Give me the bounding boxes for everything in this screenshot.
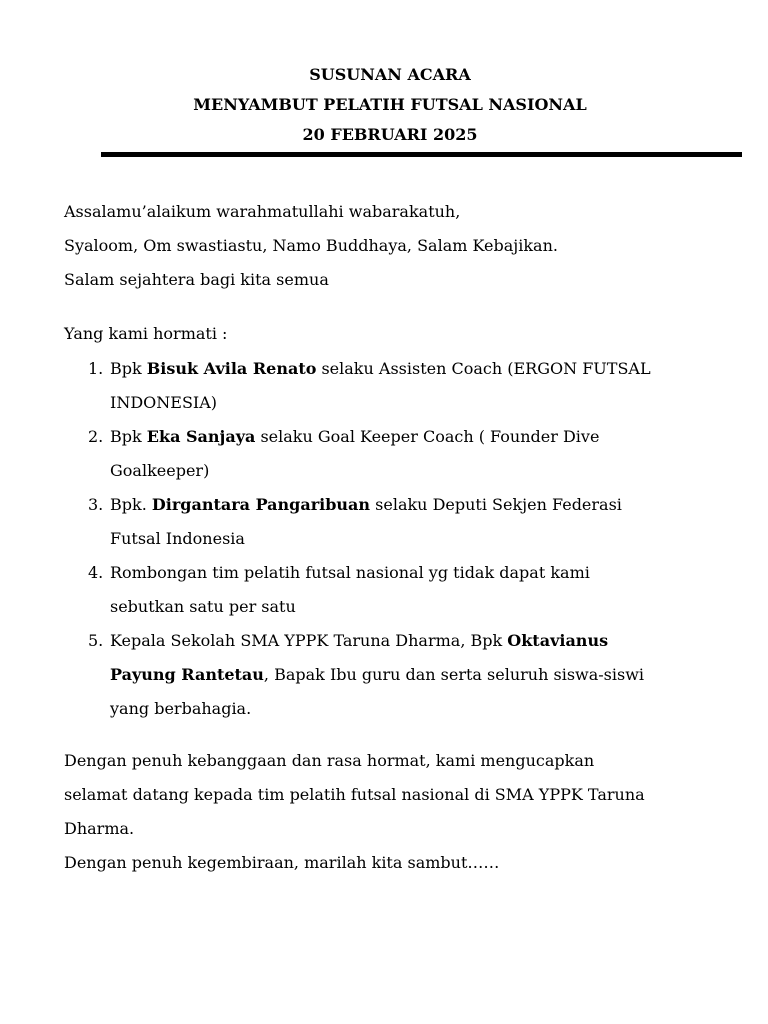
list-item-line xyxy=(110,352,704,386)
list-item-line xyxy=(110,488,704,522)
item-text: , Bapak Ibu guru dan serta seluruh siswa-siswi xyxy=(263,665,645,684)
list-item-line: INDONESIA) xyxy=(110,393,218,412)
list-number: 5. xyxy=(88,631,104,650)
list-item-line: Futsal Indonesia xyxy=(110,529,245,548)
list-number: 4. xyxy=(88,563,104,582)
honoree-name: Eka Sanjaya xyxy=(146,427,256,446)
list-item-line xyxy=(110,420,704,454)
honoree-name: Dirgantara Pangaribuan xyxy=(151,495,371,514)
honoree-name: Payung Rantetau xyxy=(110,665,264,684)
list-item xyxy=(64,352,704,420)
list-number: 3. xyxy=(88,495,104,514)
list-item-line xyxy=(110,658,704,692)
greeting-line: Salam sejahtera bagi kita semua xyxy=(64,270,329,289)
item-text: Bpk. xyxy=(110,495,152,514)
closing-line: Dengan penuh kebanggaan dan rasa hormat, kami mengucapkan xyxy=(64,751,595,770)
closing-line: selamat datang kepada tim pelatih futsal nasional di SMA YPPK Taruna xyxy=(64,785,645,804)
greeting-block xyxy=(64,195,704,297)
closing-line: Dengan penuh kegembiraan, marilah kita sambut…… xyxy=(64,853,500,872)
header-date: 20 FEBRUARI 2025 xyxy=(302,125,478,144)
closing-block xyxy=(64,744,704,880)
list-item xyxy=(64,556,704,624)
list-item-line: Rombongan tim pelatih futsal nasional yg tidak dapat kami xyxy=(110,563,590,582)
list-item-line: yang berbahagia. xyxy=(110,699,252,718)
list-item xyxy=(64,488,704,556)
closing-line: Dharma. xyxy=(64,819,135,838)
honoree-list xyxy=(64,352,704,726)
list-item-line: sebutkan satu per satu xyxy=(110,597,296,616)
header-divider xyxy=(101,152,742,157)
list-item xyxy=(64,624,704,726)
salutation: Yang kami hormati : xyxy=(64,324,228,343)
item-text: selaku Goal Keeper Coach ( Founder Dive xyxy=(255,427,600,446)
list-number: 2. xyxy=(88,427,104,446)
honoree-name: Bisuk Avila Renato xyxy=(146,359,317,378)
list-item-line: Goalkeeper) xyxy=(110,461,210,480)
item-text: Bpk xyxy=(110,359,147,378)
list-item xyxy=(64,420,704,488)
item-text: Kepala Sekolah SMA YPPK Taruna Dharma, Bpk xyxy=(110,631,508,650)
header-title: SUSUNAN ACARA xyxy=(309,65,471,84)
item-text: selaku Assisten Coach (ERGON FUTSAL xyxy=(316,359,651,378)
greeting-line: Assalamu’alaikum warahmatullahi wabarakatuh, xyxy=(64,202,461,221)
item-text: Bpk xyxy=(110,427,147,446)
item-text: selaku Deputi Sekjen Federasi xyxy=(370,495,622,514)
greeting-line: Syaloom, Om swastiastu, Namo Buddhaya, Salam Kebajikan. xyxy=(64,236,558,255)
list-number: 1. xyxy=(88,359,104,378)
header-subtitle: MENYAMBUT PELATIH FUTSAL NASIONAL xyxy=(193,95,587,114)
document-header xyxy=(0,60,768,150)
list-item-line xyxy=(110,624,704,658)
honoree-name: Oktavianus xyxy=(507,631,609,650)
